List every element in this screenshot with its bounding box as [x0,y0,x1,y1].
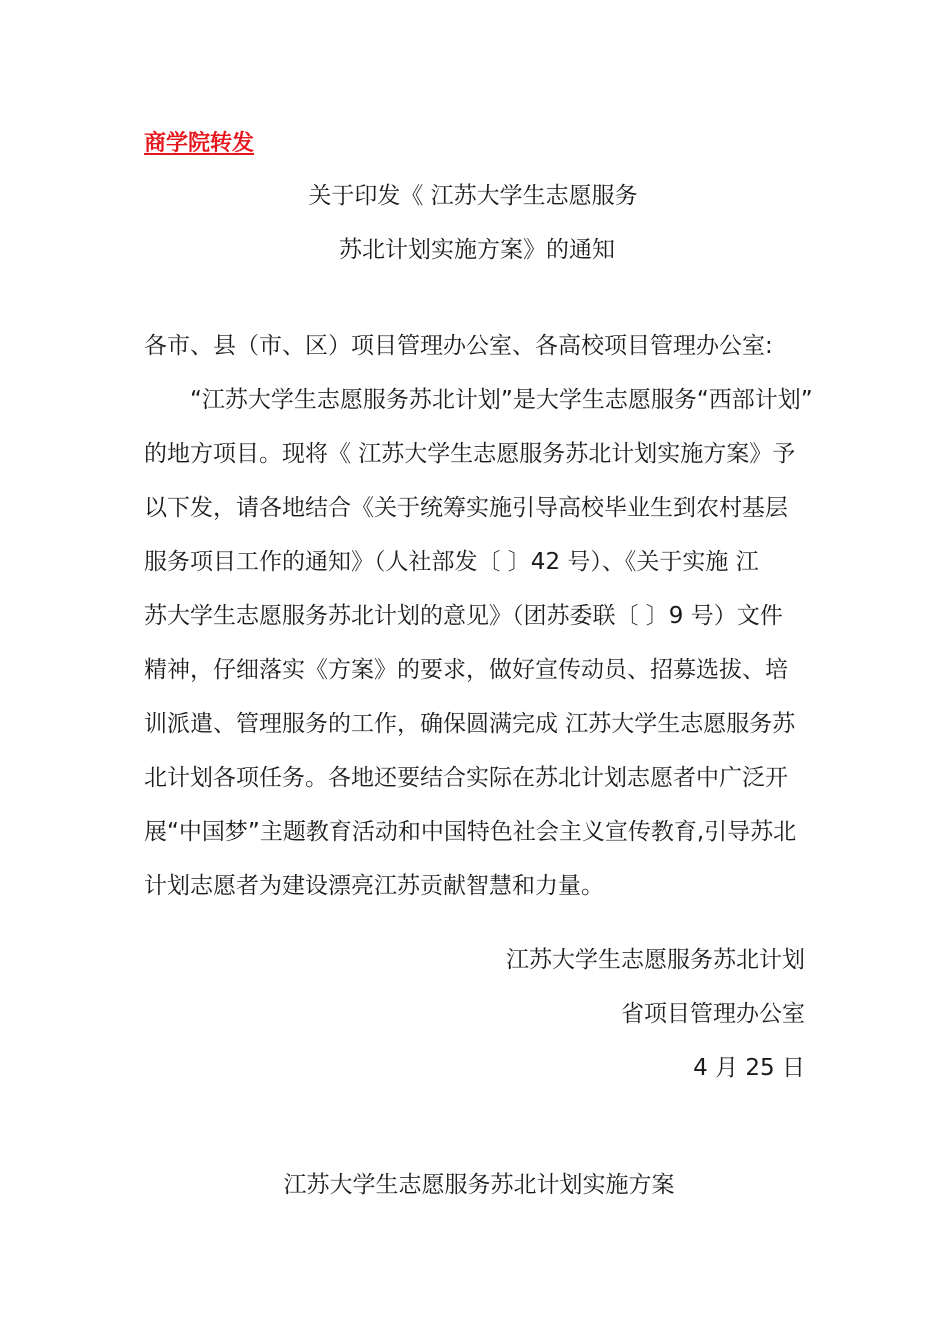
notice-title-line-1: 关于印发《 江苏大学生志愿服务 [308,183,638,209]
notice-body [144,319,813,913]
body-line: 北计划各项任务。各地还要结合实际在苏北计划志愿者中广泛开 [144,765,788,791]
attachment-title: 江苏大学生志愿服务苏北计划实施方案 [283,1172,675,1198]
body-line: 精神，仔细落实《方案》的要求，做好宣传动员、招募选拔、培 [144,657,788,683]
signature-org-line-1: 江苏大学生志愿服务苏北计划 [506,947,805,973]
body-line: “江苏大学生志愿服务苏北计划”是大学生志愿服务“西部计划” [190,387,813,413]
signature-date: 4 月 25 日 [693,1055,805,1081]
salutation: 各市、县（市、区）项目管理办公室、各高校项目管理办公室: [144,333,773,359]
body-line: 苏大学生志愿服务苏北计划的意见》（团苏委联〔 〕9 号）文件 [144,603,783,629]
body-line: 计划志愿者为建设漂亮江苏贡献智慧和力量。 [144,873,604,899]
body-line: 以下发，请各地结合《关于统筹实施引导高校毕业生到农村基层 [144,495,788,521]
body-line: 服务项目工作的通知》（人社部发〔 〕42 号）、《关于实施 江 [144,549,759,575]
signature-org-line-2: 省项目管理办公室 [621,1001,805,1027]
notice-title-line-2: 苏北计划实施方案》的通知 [339,237,615,263]
body-line: 展“中国梦”主题教育活动和中国特色社会主义宣传教育,引导苏北 [144,819,797,845]
body-line: 训派遣、管理服务的工作，确保圆满完成 江苏大学生志愿服务苏 [144,711,796,737]
body-line: 的地方项目。现将《 江苏大学生志愿服务苏北计划实施方案》予 [144,441,796,467]
forward-tag: 商学院转发 [144,131,255,156]
